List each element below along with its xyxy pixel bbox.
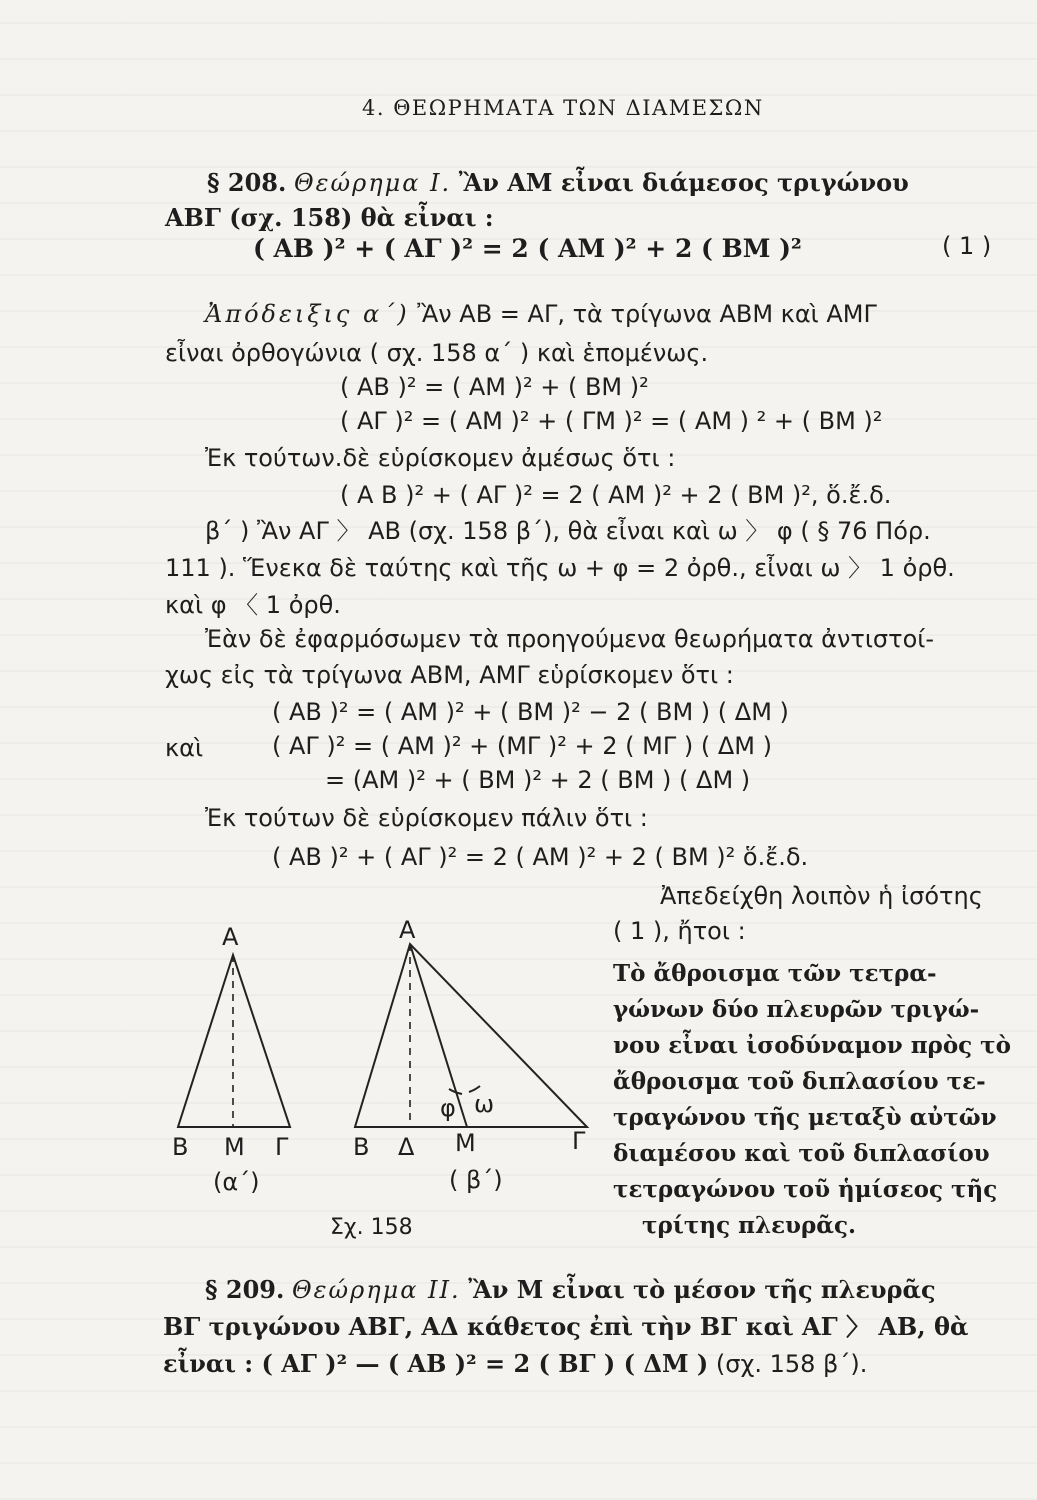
theorem-209-line-2: ΒΓ τριγώνου ΑΒΓ, ΑΔ κάθετος ἐπὶ τὴν ΒΓ καὶ ΑΓ 〉 ΑΒ, θὰ bbox=[163, 1312, 969, 1341]
theorem-label: Θεώρημα Ι. bbox=[294, 169, 452, 197]
fig-b-label-m: Μ bbox=[455, 1129, 476, 1157]
proof-b-line-5: χως εἰς τὰ τρίγωνα ΑΒΜ, ΑΜΓ εὑρίσκομεν ὅτι : bbox=[165, 661, 734, 689]
kai-word: καὶ bbox=[165, 734, 204, 762]
fig-b-label-g: Γ bbox=[572, 1127, 586, 1155]
fig-a-label-b: Β bbox=[172, 1133, 189, 1161]
proof-eq-4: ( ΑΒ )² = ( ΑΜ )² + ( ΒΜ )² − 2 ( ΒΜ ) ( ΔΜ ) bbox=[272, 698, 789, 726]
statement-line-5: τραγώνου τῆς μεταξὺ αὐτῶν bbox=[613, 1104, 997, 1131]
fig-b-caption: ( β΄) bbox=[449, 1166, 503, 1194]
proof-b-line-4: Ἐὰν δὲ ἐφαρμόσωμεν τὰ προηγούμενα θεωρήματα ἀντιστοί- bbox=[205, 625, 935, 653]
proof-line-2: εἶναι ὀρθογώνια ( σχ. 158 α΄ ) καὶ ἑπομένως. bbox=[165, 339, 709, 367]
proof-eq-7: ( ΑΒ )² + ( ΑΓ )² = 2 ( ΑΜ )² + 2 ( ΒΜ )² ὅ.ἔ.δ. bbox=[272, 843, 809, 871]
proof-line-4: Ἐκ τούτων δὲ εὑρίσκομεν πάλιν ὅτι : bbox=[205, 804, 648, 832]
statement-line-8: τρίτης πλευρᾶς. bbox=[642, 1212, 857, 1239]
theorem-text: Ἂν Μ εἶναι τὸ μέσον τῆς πλευρᾶς bbox=[468, 1275, 936, 1304]
statement-line-1: Τὸ ἄθροισμα τῶν τετρα- bbox=[613, 960, 937, 987]
section-heading: 4. ΘΕΩΡΗΜΑΤΑ ΤΩΝ ΔΙΑΜΕΣΩΝ bbox=[362, 96, 764, 120]
theorem-208-formula: ( ΑΒ )² + ( ΑΓ )² = 2 ( ΑΜ )² + 2 ( ΒΜ )² bbox=[253, 234, 802, 263]
theorem-ref: (σχ. 158 β΄). bbox=[715, 1350, 868, 1378]
proof-line-5: Ἀπεδείχθη λοιπὸν ἡ ἰσότης bbox=[660, 882, 983, 910]
theorem-208-line-2: ΑΒΓ (σχ. 158) θὰ εἶναι : bbox=[165, 203, 494, 232]
fig-a-caption: (α΄) bbox=[213, 1168, 260, 1196]
proof-eq-3: ( Α Β )² + ( ΑΓ )² = 2 ( ΑΜ )² + 2 ( ΒΜ )², ὅ.ἔ.δ. bbox=[340, 481, 892, 509]
proof-eq-6: = (ΑΜ )² + ( ΒΜ )² + 2 ( ΒΜ ) ( ΔΜ ) bbox=[325, 766, 751, 794]
proof-eq-5: ( ΑΓ )² = ( ΑΜ )² + (ΜΓ )² + 2 ( ΜΓ ) ( ΔΜ ) bbox=[272, 732, 772, 760]
isosceles-triangle-a bbox=[178, 955, 290, 1127]
proof-b-line-3: καὶ φ 〈 1 ὀρθ. bbox=[165, 591, 341, 619]
figure-caption: Σχ. 158 bbox=[330, 1215, 413, 1240]
proof-line-3: Ἐκ τούτων.δὲ εὑρίσκομεν ἀμέσως ὅτι : bbox=[205, 444, 676, 472]
triangle-b bbox=[355, 944, 587, 1127]
statement-line-2: γώνων δύο πλευρῶν τριγώ- bbox=[613, 996, 980, 1023]
fig-b-angle-phi: φ bbox=[440, 1094, 456, 1122]
proof-eq-1: ( ΑΒ )² = ( ΑΜ )² + ( ΒΜ )² bbox=[340, 373, 649, 401]
proof-label: Ἀπόδειξις α΄) bbox=[205, 300, 410, 328]
median-am-b bbox=[410, 944, 467, 1127]
fig-a-label-m: Μ bbox=[224, 1133, 245, 1161]
fig-b-label-a: Α bbox=[399, 916, 416, 944]
fig-b-angle-omega: ω bbox=[474, 1090, 495, 1118]
theorem-209-line-1 bbox=[205, 1275, 936, 1305]
statement-line-7: τετραγώνου τοῦ ἡμίσεος τῆς bbox=[613, 1176, 998, 1203]
statement-line-6: διαμέσου καὶ τοῦ διπλασίου bbox=[613, 1140, 990, 1167]
fig-b-label-d: Δ bbox=[398, 1133, 415, 1161]
theorem-209-line-3 bbox=[163, 1349, 867, 1379]
formula-tag: ( 1 ) bbox=[942, 232, 992, 260]
section-number: § 209. bbox=[205, 1275, 285, 1304]
fig-b-label-b: Β bbox=[353, 1133, 370, 1161]
theorem-text: Ἂν ΑΜ εἶναι διάμεσος τριγώνου bbox=[458, 168, 909, 197]
proof-eq-2: ( ΑΓ )² = ( ΑΜ )² + ( ΓΜ )² = ( ΑΜ ) ² + ( ΒΜ )² bbox=[340, 407, 883, 435]
theorem-label: Θεώρημα ΙΙ. bbox=[292, 1276, 461, 1304]
proof-b-line-1: β΄ ) Ἂν ΑΓ 〉 ΑΒ (σχ. 158 β΄), θὰ εἶναι καὶ ω 〉 φ ( § 76 Πόρ. bbox=[205, 517, 931, 545]
fig-a-label-a: Α bbox=[222, 923, 239, 951]
proof-b-line-2: 111 ). Ἕνεκα δὲ ταύτης καὶ τῆς ω + φ = 2 ὀρθ., εἶναι ω 〉 1 ὀρθ. bbox=[165, 554, 955, 582]
section-number: § 208. bbox=[207, 168, 287, 197]
proof-line-6: ( 1 ), ἤτοι : bbox=[613, 917, 746, 945]
statement-line-3: νου εἶναι ἰσοδύναμον πρὸς τὸ bbox=[613, 1032, 1011, 1059]
fig-a-label-g: Γ bbox=[275, 1133, 289, 1161]
statement-line-4: ἄθροισμα τοῦ διπλασίου τε- bbox=[613, 1068, 986, 1095]
proof-text: Ἂν ΑΒ = ΑΓ, τὰ τρίγωνα ΑΒΜ καὶ ΑΜΓ bbox=[417, 300, 877, 328]
theorem-formula: εἶναι : ( ΑΓ )² — ( ΑΒ )² = 2 ( ΒΓ ) ( ΔΜ ) bbox=[163, 1349, 709, 1378]
